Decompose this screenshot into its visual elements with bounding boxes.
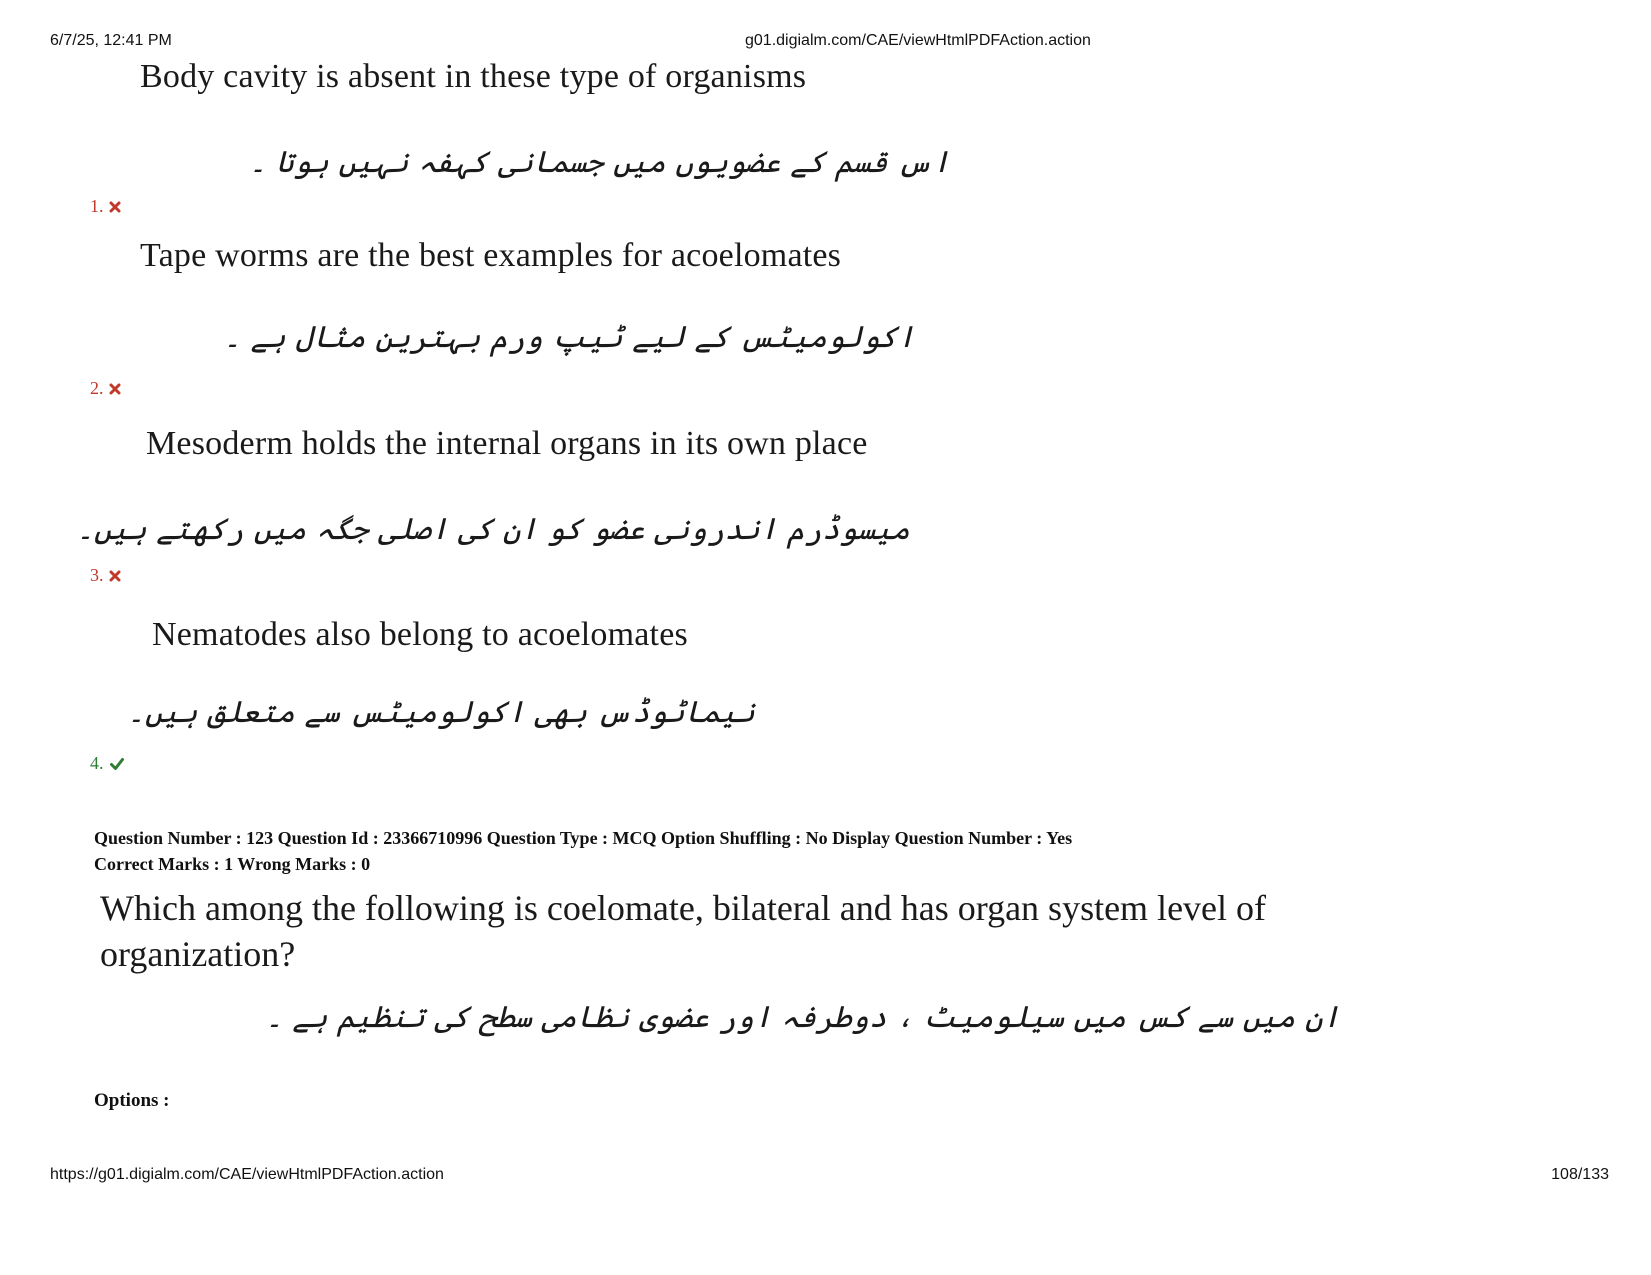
cross-icon: [108, 200, 122, 214]
option-2-marker: [90, 378, 122, 399]
option-1-marker: [90, 196, 122, 217]
option-3-marker: [90, 565, 122, 586]
print-datetime: 6/7/25, 12:41 PM: [50, 32, 172, 49]
option-1-number: 1.: [90, 196, 104, 216]
option-2-number: 2.: [90, 378, 104, 398]
cross-icon: [108, 569, 122, 583]
option-2-urdu: اکولومیٹس کے لیے ٹیپ ورم بہترین مثال ہے ۔: [223, 320, 915, 355]
print-url-footer: https://g01.digialm.com/CAE/viewHtmlPDFAction.action: [50, 1166, 444, 1183]
question-meta-line: Question Number : 123 Question Id : 23366710996 Question Type : MCQ Option Shuffling : No Display Question Number : Yes: [94, 828, 1073, 848]
question-marks-line: Correct Marks : 1 Wrong Marks : 0: [94, 854, 371, 874]
options-label: Options :: [94, 1090, 170, 1111]
print-url-header: g01.digialm.com/CAE/viewHtmlPDFAction.action: [745, 32, 1091, 49]
option-1-urdu: اس قسم کے عضویوں میں جسمانی کہفہ نہیں ہوتا ۔: [248, 145, 950, 180]
option-4-marker: [90, 753, 126, 774]
checkmark-icon: [108, 757, 126, 771]
page-number: 108/133: [1551, 1166, 1609, 1183]
option-1-english: Body cavity is absent in these type of organisms: [140, 58, 807, 95]
option-4-english: Nematodes also belong to acoelomates: [152, 616, 688, 653]
option-3-urdu: میسوڈرم اندرونی عضو کو ان کی اصلی جگہ میں رکھتے ہیں۔: [76, 512, 910, 547]
option-3-english: Mesoderm holds the internal organs in its own place: [146, 425, 868, 462]
question-english: Which among the following is coelomate, bilateral and has organ system level of organization?: [100, 888, 1267, 974]
option-2-english: Tape worms are the best examples for acoelomates: [140, 237, 842, 274]
option-4-number: 4.: [90, 753, 104, 773]
option-4-urdu: نیماٹوڈس بھی اکولومیٹس سے متعلق ہیں۔: [127, 695, 755, 730]
option-3-number: 3.: [90, 565, 104, 585]
question-urdu: ان میں سے کس میں سیلومیٹ ، دوطرفہ اور عضوی نظامی سطح کی تنظیم ہے ۔: [265, 1000, 1340, 1035]
cross-icon: [108, 382, 122, 396]
